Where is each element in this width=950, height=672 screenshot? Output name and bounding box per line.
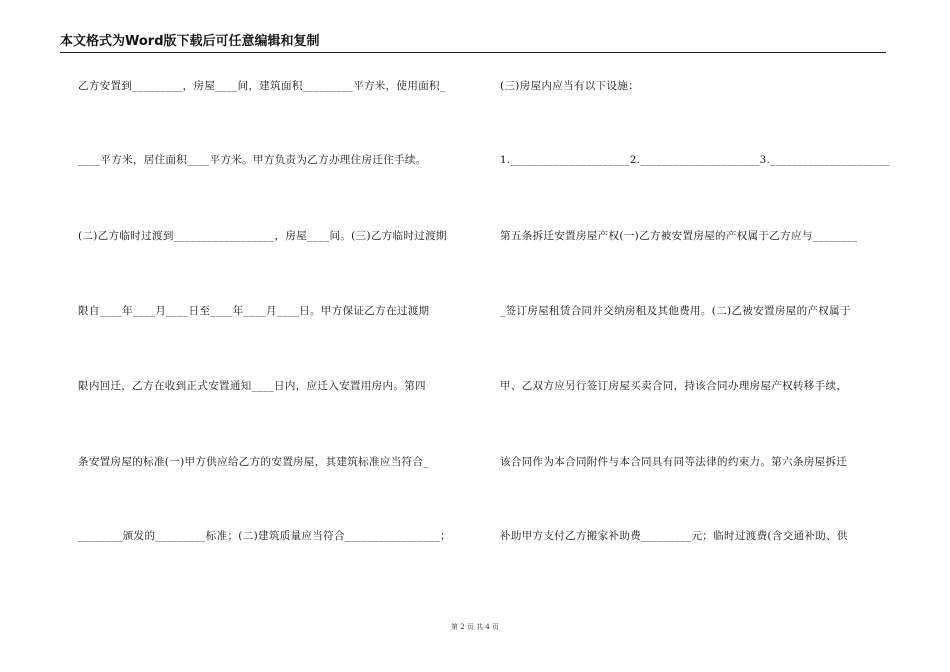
page-header [60,34,886,53]
text-line: ____平方米，居住面积____平方米。甲方负责为乙方办理住房迁住手续。 [78,154,427,166]
header-title: 本文格式为Word版下载后可任意编辑和复制 [60,34,320,49]
text-line: 甲、乙双方应另行签订房屋买卖合同，持该合同办理房屋产权转移手续， [500,380,848,392]
text-line: 1.______________________2.______________________3.______________________ [500,154,890,166]
text-line: (三)房屋内应当有以下设施： [500,80,640,92]
text-line: 条安置房屋的标准(一)甲方供应给乙方的安置房屋，其建筑标准应当符合_ [78,456,429,468]
text-line: 第五条拆迁安置房屋产权(一)乙方被安置房屋的产权属于乙方应与________ [500,230,858,242]
text-line: ________颁发的_________标准；(二)建筑质量应当符合_________________； [78,530,451,542]
text-line: (二)乙方临时过渡到__________________，房屋____间。(三)乙方临时过渡期 [78,230,447,242]
page-number: 第 2 页 共 4 页 [450,623,500,631]
text-line: 限自____年____月____日至____年____月____日。甲方保证乙方在过渡期 [78,305,430,317]
text-line: 限内回迁，乙方在收到正式安置通知____日内，应迁入安置用房内。第四 [78,380,426,392]
text-line: 乙方安置到_________，房屋____间，建筑面积_________平方米，使用面积_ [78,80,446,92]
text-line: _签订房屋租赁合同并交纳房租及其他费用。(二)乙被安置房屋的产权属于 [500,305,851,317]
text-line: 补助甲方支付乙方搬家补助费_________元；临时过渡费(含交通补助、供 [500,530,848,542]
text-line: 该合同作为本合同附件与本合同具有同等法律的约束力。第六条房屋拆迁 [500,456,848,468]
